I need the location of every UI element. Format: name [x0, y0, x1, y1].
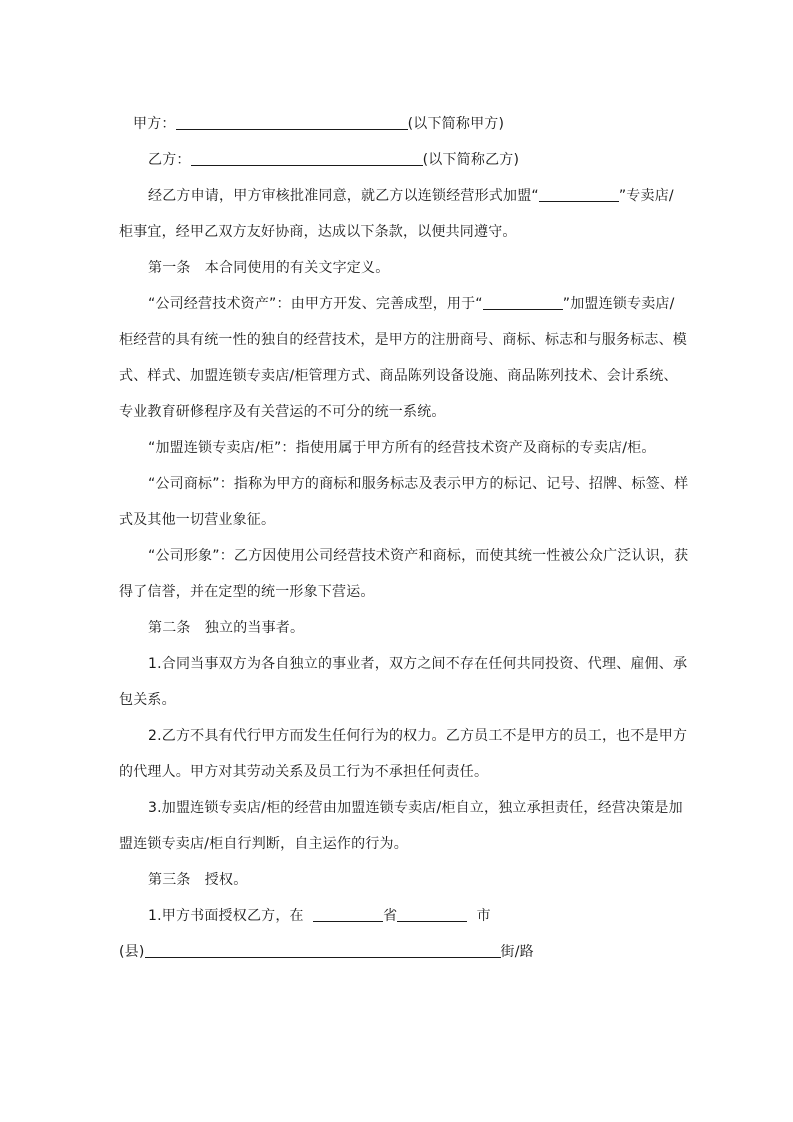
city-blank: [397, 906, 467, 922]
party-a-line: [133, 114, 504, 134]
clause-2-3-line-2: 盟连锁专卖店/柜自行判断，自主运作的行为。: [119, 836, 408, 852]
definition-3-line-1: “公司商标”：指称为甲方的商标和服务标志及表示甲方的标记、记号、招牌、标签、样: [148, 476, 689, 492]
clause-3-1-line-1: [148, 906, 491, 926]
party-b-suffix: (以下简称乙方): [422, 152, 520, 168]
brand-blank: [539, 186, 619, 202]
definition-1-line-4: 专业教育研修程序及有关营运的不可分的统一系统。: [119, 404, 446, 420]
definition-1-text-b: ”加盟连锁专卖店/: [562, 296, 675, 312]
definition-3-line-2: 式及其他一切营业象征。: [119, 512, 276, 528]
clause-2-3-line-1: 3.加盟连锁专卖店/柜的经营由加盟连锁专卖店/柜自立，独立承担责任，经营决策是加: [148, 800, 683, 816]
clause-3-1-text: 1.甲方书面授权乙方，在: [148, 908, 304, 924]
clause-3-1-line-2: [119, 942, 534, 962]
party-b-line: [148, 150, 519, 170]
definition-2: “加盟连锁专卖店/柜”：指使用属于甲方所有的经营技术资产及商标的专卖店/柜。: [148, 440, 656, 456]
party-b-label: 乙方：: [148, 152, 191, 168]
province-blank: [313, 906, 383, 922]
definition-4-line-1: “公司形象”：乙方因使用公司经营技术资产和商标，而使其统一性被公众广泛认识，获: [148, 548, 689, 564]
article1-heading: 第一条 本合同使用的有关文字定义。: [148, 260, 390, 276]
party-a-label: 甲方：: [133, 116, 176, 132]
intro-text-a: 经乙方申请，甲方审核批准同意，就乙方以连锁经营形式加盟“: [148, 188, 539, 204]
street-label: 街/路: [500, 944, 534, 960]
party-a-suffix: (以下简称甲方): [407, 116, 505, 132]
article3-heading: 第三条 授权。: [148, 872, 248, 888]
definition-brand-blank: [483, 294, 563, 310]
county-label: (县): [119, 944, 145, 960]
street-blank: [145, 942, 501, 958]
definition-1-line-3: 式、样式、加盟连锁专卖店/柜管理方式、商品陈列设备设施、商品陈列技术、会计系统、: [119, 368, 678, 384]
clause-2-2-line-2: 的代理人。甲方对其劳动关系及员工行为不承担任何责任。: [119, 764, 489, 780]
city-label: 市: [476, 908, 491, 924]
party-b-blank: [191, 150, 423, 166]
province-label: 省: [383, 908, 398, 924]
definition-1-text-a: “公司经营技术资产”：由甲方开发、完善成型，用于“: [148, 296, 483, 312]
intro-text-b: ”专卖店/: [618, 188, 674, 204]
definition-1-line-2: 柜经营的具有统一性的独自的经营技术，是甲方的注册商号、商标、标志和与服务标志、模: [119, 332, 687, 348]
clause-2-1-line-1: 1.合同当事双方为各自独立的事业者，双方之间不存在任何共同投资、代理、雇佣、承: [148, 656, 688, 672]
definition-4-line-2: 得了信誉，并在定型的统一形象下营运。: [119, 584, 375, 600]
article2-heading: 第二条 独立的当事者。: [148, 620, 305, 636]
party-a-blank: [176, 114, 408, 130]
intro-line-2: 柜事宜，经甲乙双方友好协商，达成以下条款，以便共同遵守。: [119, 224, 517, 240]
clause-2-1-line-2: 包关系。: [119, 692, 176, 708]
intro-line-1: [148, 186, 674, 206]
definition-1-line-1: [148, 294, 675, 314]
clause-2-2-line-1: 2.乙方不具有代行甲方而发生任何行为的权力。乙方员工不是甲方的员工，也不是甲方: [148, 728, 688, 744]
